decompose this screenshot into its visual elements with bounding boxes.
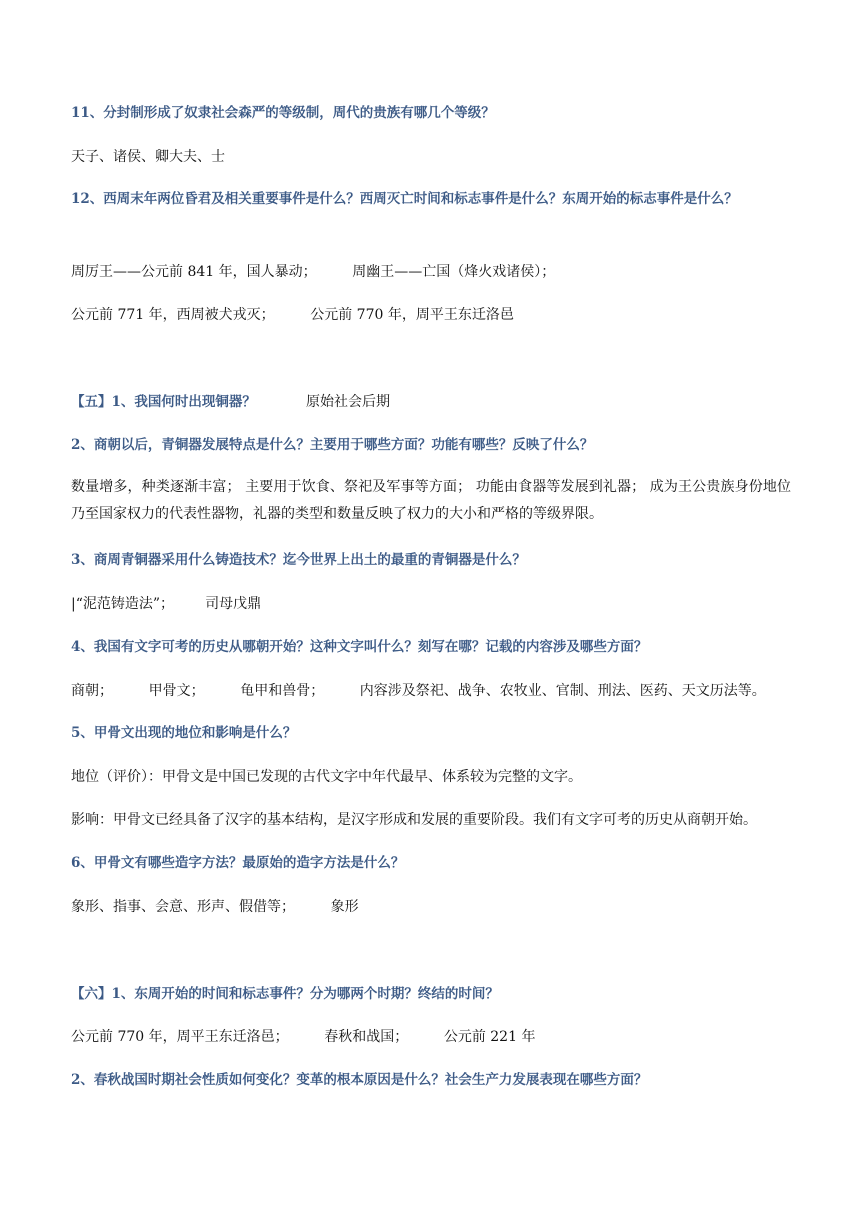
section-5-answer-1: 原始社会后期 <box>306 394 390 410</box>
section-5-answer-2: 数量增多，种类逐渐丰富； 主要用于饮食、祭祀及军事等方面； 功能由食器等发展到礼器； 成为王公贵族身份地位乃至国家权力的代表性器物，礼器的类型和数量反映了权力的大小和严格的等级界限。 <box>71 479 791 522</box>
section-5-answer-6: 象形、指事、会意、形声、假借等； 象形 <box>71 899 359 915</box>
answer-12-line-1: 周厉王——公元前 841 年，国人暴动； 周幽王——亡国（烽火戏诸侯）； <box>71 264 556 280</box>
section-5-question-2: 2、商朝以后，青铜器发展特点是什么？主要用于哪些方面？功能有哪些？反映了什么？ <box>71 437 594 453</box>
section-5-question-6: 6、甲骨文有哪些造字方法？最原始的造字方法是什么？ <box>71 855 405 871</box>
section-6-question-1: 【六】1、东周开始的时间和标志事件？分为哪两个时期？终结的时间？ <box>71 986 499 1002</box>
section-6-question-2: 2、春秋战国时期社会性质如何变化？变革的根本原因是什么？社会生产力发展表现在哪些方面？ <box>71 1072 648 1088</box>
section-5-answer-3: |“泥范铸造法”； 司母戊鼎 <box>71 596 262 612</box>
section-5-answer-4: 商朝； 甲骨文； 龟甲和兽骨； 内容涉及祭祀、战争、农牧业、官制、刑法、医药、天文历法等。 <box>71 683 766 699</box>
answer-11: 天子、诸侯、卿大夫、士 <box>71 149 225 165</box>
question-12: 12、西周末年两位昏君及相关重要事件是什么？西周灭亡时间和标志事件是什么？东周开始的标志事件是什么？ <box>71 191 738 207</box>
section-5-question-4: 4、我国有文字可考的历史从哪朝开始？这种文字叫什么？刻写在哪？记载的内容涉及哪些方面？ <box>71 639 648 655</box>
section-5-answer-5-influence: 影响：甲骨文已经具备了汉字的基本结构，是汉字形成和发展的重要阶段。我们有文字可考的历史从商朝开始。 <box>71 812 757 828</box>
question-11: 11、分封制形成了奴隶社会森严的等级制，周代的贵族有哪几个等级？ <box>71 105 495 121</box>
section-5-question-1: 【五】1、我国何时出现铜器？ <box>71 394 256 410</box>
section-5-answer-5-position: 地位（评价）：甲骨文是中国已发现的古代文字中年代最早、体系较为完整的文字。 <box>71 769 582 785</box>
section-5-question-3: 3、商周青铜器采用什么铸造技术？迄今世界上出土的最重的青铜器是什么？ <box>71 552 526 568</box>
section-5-question-5: 5、甲骨文出现的地位和影响是什么？ <box>71 725 297 741</box>
answer-12-line-2: 公元前 771 年，西周被犬戎灭； 公元前 770 年，周平王东迁洛邑 <box>71 307 514 323</box>
section-6-answer-1: 公元前 770 年，周平王东迁洛邑； 春秋和战国； 公元前 221 年 <box>71 1029 536 1045</box>
